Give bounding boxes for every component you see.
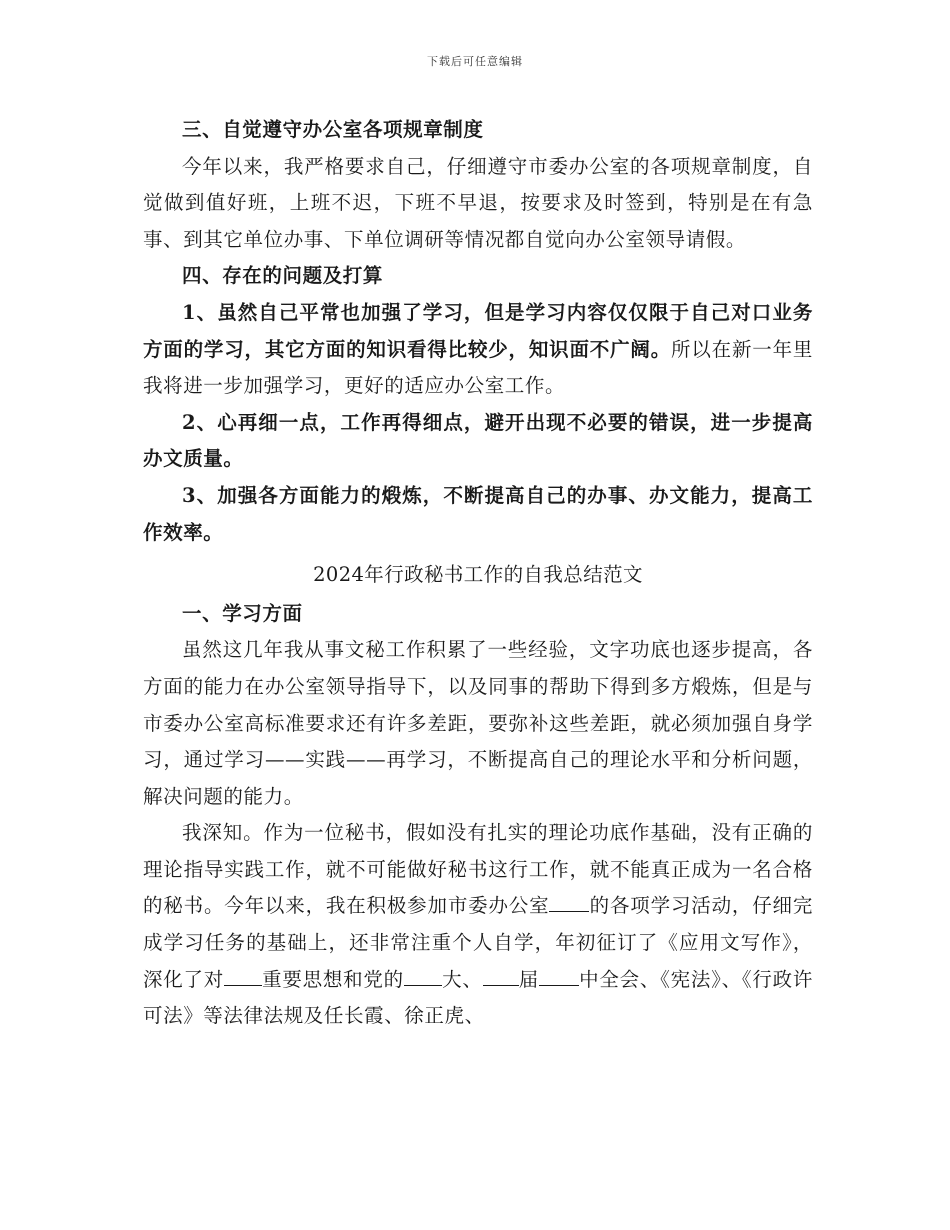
problem-1-bold-text: 1、虽然自己平常也加强了学习，但是学习内容仅仅限于自己对口业务方面的学习，其它方面的知识看得比较少，知识面不广阔。 <box>143 300 813 361</box>
document-body <box>143 112 813 1035</box>
study-2-text-f: 中全会、《宪法》、《行政许可法》等法律法规及任长霞、徐正虎、 <box>143 967 813 1028</box>
section-heading-regulations: 三、自觉遵守办公室各项规章制度 <box>182 118 484 141</box>
paragraph-problem-2: 2、心再细一点，工作再得细点，避开出现不必要的错误，进一步提高办文质量。 <box>143 410 813 471</box>
blank-line <box>539 967 579 986</box>
study-2-text-a: 我深知。作为一位秘书，假如没有扎实的理论功底作基础，没有正确的理论指导实践工作，就不可能做好秘书这行工作，就不能真正成为一名合格的秘书。今年以来，我在积极参加市委办公室 <box>143 821 813 918</box>
study-2-text-d: 大、 <box>441 967 483 991</box>
study-2-text-c: 重要思想和党的 <box>262 967 404 991</box>
paragraph-regulations: 今年以来，我严格要求自己，仔细遵守市委办公室的各项规章制度，自觉做到值好班，上班不迟，下班不早退，按要求及时签到，特别是在有急事、到其它单位办事、下单位调研等情况都自觉向办公室领导请假。 <box>143 154 813 251</box>
page-header-note: 下载后可任意编辑 <box>427 55 523 68</box>
study-2-text-e: 届 <box>518 967 539 991</box>
section-heading-problems: 四、存在的问题及打算 <box>182 264 384 288</box>
blank-line <box>549 893 589 912</box>
blank-line <box>483 967 519 986</box>
study-2-text-b: 的各项学习活动，仔细完成学习任务的基础上，还非常注重个人自学，年初征订了《应用文写作》，深化了对 <box>143 894 813 991</box>
blank-line <box>404 967 442 986</box>
section-heading-study: 一、学习方面 <box>182 601 303 625</box>
paragraph-study-2 <box>143 815 813 1035</box>
blank-line <box>224 967 262 986</box>
paragraph-problem-3: 3、加强各方面能力的煅炼，不断提高自己的办事、办文能力，提高工作效率。 <box>143 483 813 544</box>
document-title: 2024年行政秘书工作的自我总结范文 <box>313 563 643 587</box>
paragraph-study-1: 虽然这几年我从事文秘工作积累了一些经验，文字功底也逐步提高，各方面的能力在办公室领导指导下，以及同事的帮助下得到多方煅炼，但是与市委办公室高标准要求还有许多差距，要弥补这些差距，就必须加强自身学习，通过学习——实践——再学习，不断提高自己的理论水平和分析问题，解决问题的能力。 <box>143 638 813 808</box>
problem-1-plain-text: 所以在新一年里我将进一步加强学习，更好的适应办公室工作。 <box>143 337 814 398</box>
paragraph-problem-1 <box>143 295 813 405</box>
